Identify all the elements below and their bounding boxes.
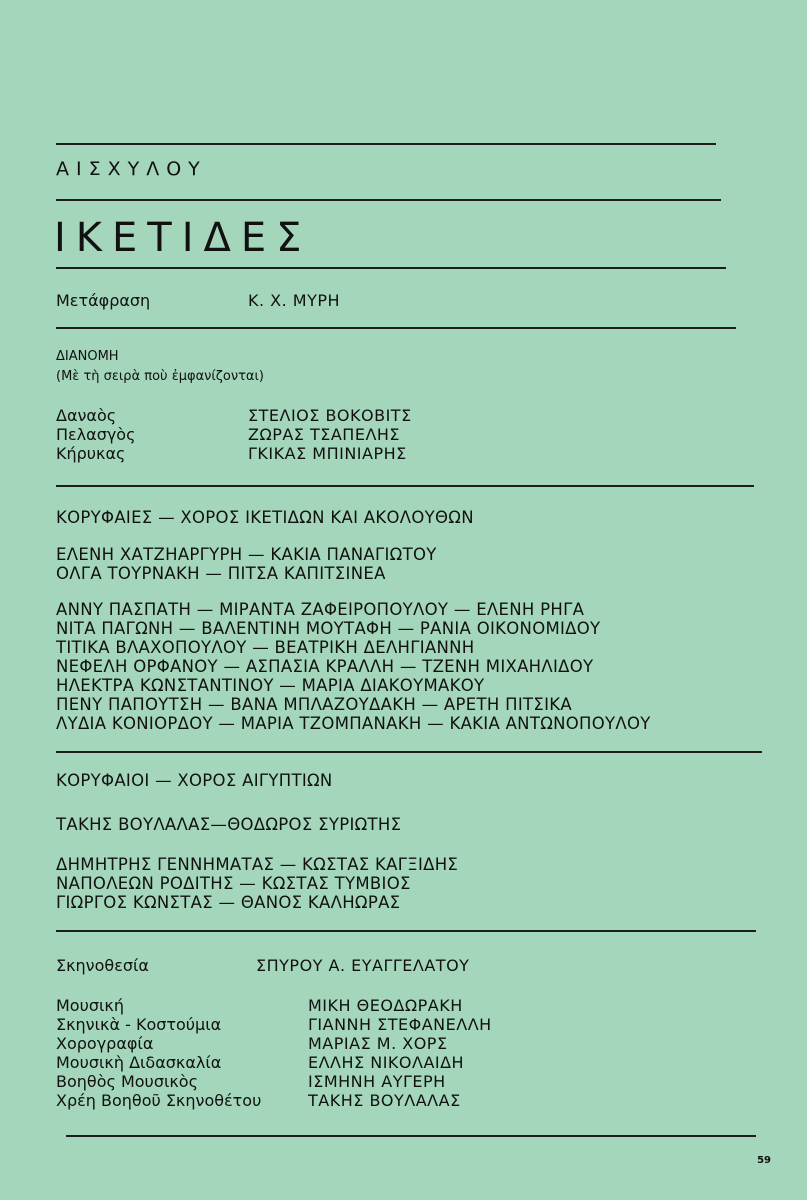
role-name: Δαναὸς [56,406,117,425]
actor-name: ΣΤΕΛΙΟΣ ΒΟΚΟΒΙΤΣ [248,406,412,425]
cast-note: (Μὲ τὴ σειρὰ ποὺ ἐμφανίζονται) [56,369,264,384]
leader-line: ΕΛΕΝΗ ΧΑΤΖΗΑΡΓΥΡΗ — ΚΑΚΙΑ ΠΑΝΑΓΙΩΤΟΥ [56,545,437,564]
rule-under-author [56,199,721,201]
actor-name: ΖΩΡΑΣ ΤΣΑΠΕΛΗΣ [248,425,401,444]
credit-name: ΜΙΚΗ ΘΕΟΔΩΡΑΚΗ [308,996,463,1015]
credit-label: Σκηνικὰ - Κοστούμια [56,1015,222,1034]
member-line: ΗΛΕΚΤΡΑ ΚΩΝΣΤΑΝΤΙΝΟΥ — ΜΑΡΙΑ ΔΙΑΚΟΥΜΑΚΟΥ [56,676,485,695]
member-line: ΤΙΤΙΚΑ ΒΛΑΧΟΠΟΥΛΟΥ — ΒΕΑΤΡΙΚΗ ΔΕΛΗΓΙΑΝΝΗ [56,638,475,657]
role-name: Κήρυκας [56,444,126,463]
rule-under-men-chorus [56,930,756,932]
rule-under-roles [56,485,754,487]
director-name: ΣΠΥΡΟΥ Α. ΕΥΑΓΓΕΛΑΤΟΥ [256,956,470,975]
member-line: ΓΙΩΡΓΟΣ ΚΩΝΣΤΑΣ — ΘΑΝΟΣ ΚΑΛΗΩΡΑΣ [56,893,401,912]
direction-label: Σκηνοθεσία [56,956,149,975]
rule-under-title [56,267,726,269]
author-name: ΑΙΣΧΥΛΟΥ [56,158,207,180]
credit-name: ΜΑΡΙΑΣ Μ. ΧΟΡΣ [308,1034,448,1053]
page-number: 59 [757,1155,771,1166]
credit-name: ΕΛΛΗΣ ΝΙΚΟΛΑΙΔΗ [308,1053,465,1072]
member-line: ΝΑΠΟΛΕΩΝ ΡΟΔΙΤΗΣ — ΚΩΣΤΑΣ ΤΥΜΒΙΟΣ [56,874,411,893]
credit-label: Μουσικὴ Διδασκαλία [56,1053,222,1072]
member-line: ΝΙΤΑ ΠΑΓΩΝΗ — ΒΑΛΕΝΤΙΝΗ ΜΟΥΤΑΦΗ — ΡΑΝΙΑ ΟΙΚΟΝΟΜΙΔΟΥ [56,619,601,638]
rule-bottom [66,1135,756,1137]
women-chorus-heading: ΚΟΡΥΦΑΙΕΣ — ΧΟΡΟΣ ΙΚΕΤΙΔΩΝ ΚΑΙ ΑΚΟΛΟΥΘΩΝ [56,508,474,527]
rule-under-translator [56,327,736,329]
cast-heading: ΔΙΑΝΟΜΗ [56,349,119,364]
men-chorus-heading: ΚΟΡΥΦΑΙΟΙ — ΧΟΡΟΣ ΑΙΓΥΠΤΙΩΝ [56,771,333,790]
leader-line: ΟΛΓΑ ΤΟΥΡΝΑΚΗ — ΠΙΤΣΑ ΚΑΠΙΤΣΙΝΕΑ [56,564,386,583]
men-chorus-leaders: ΤΑΚΗΣ ΒΟΥΛΑΛΑΣ—ΘΟΔΩΡΟΣ ΣΥΡΙΩΤΗΣ [56,815,402,834]
member-line: ΔΗΜΗΤΡΗΣ ΓΕΝΝΗΜΑΤΑΣ — ΚΩΣΤΑΣ ΚΑΓΞΙΔΗΣ [56,855,459,874]
translation-label: Μετάφραση [56,291,151,310]
credit-name: ΤΑΚΗΣ ΒΟΥΛΑΛΑΣ [308,1091,461,1110]
rule-under-women-chorus [56,751,762,753]
credit-name: ΓΙΑΝΝΗ ΣΤΕΦΑΝΕΛΛΗ [308,1015,492,1034]
credit-label: Χρέη Βοηθοῦ Σκηνοθέτου [56,1091,262,1110]
member-line: ΠΕΝΥ ΠΑΠΟΥΤΣΗ — ΒΑΝΑ ΜΠΛΑΖΟΥΔΑΚΗ — ΑΡΕΤΗ ΠΙΤΣΙΚΑ [56,695,572,714]
play-title: ΙΚΕΤΙΔΕΣ [54,215,312,261]
member-line: ΝΕΦΕΛΗ ΟΡΦΑΝΟΥ — ΑΣΠΑΣΙΑ ΚΡΑΛΛΗ — ΤΖΕΝΗ ΜΙΧΑΗΛΙΔΟΥ [56,657,594,676]
women-chorus-members [56,600,651,733]
actor-name: ΓΚΙΚΑΣ ΜΠΙΝΙΑΡΗΣ [248,444,407,463]
member-line: ΑΝΝΥ ΠΑΣΠΑΤΗ — ΜΙΡΑΝΤΑ ΖΑΦΕΙΡΟΠΟΥΛΟΥ — ΕΛΕΝΗ ΡΗΓΑ [56,600,585,619]
member-line: ΛΥΔΙΑ ΚΟΝΙΟΡΔΟΥ — ΜΑΡΙΑ ΤΖΟΜΠΑΝΑΚΗ — ΚΑΚΙΑ ΑΝΤΩΝΟΠΟΥΛΟΥ [56,714,651,733]
credit-label: Χορογραφία [56,1034,154,1053]
credit-label: Μουσική [56,996,124,1015]
men-chorus-members [56,855,458,912]
rule-top [56,143,716,145]
role-name: Πελασγὸς [56,425,136,444]
translator-name: Κ. Χ. ΜΥΡΗ [248,291,341,310]
credit-label: Βοηθὸς Μουσικὸς [56,1072,198,1091]
women-chorus-leaders [56,545,437,583]
credit-name: ΙΣΜΗΝΗ ΑΥΓΕΡΗ [308,1072,446,1091]
